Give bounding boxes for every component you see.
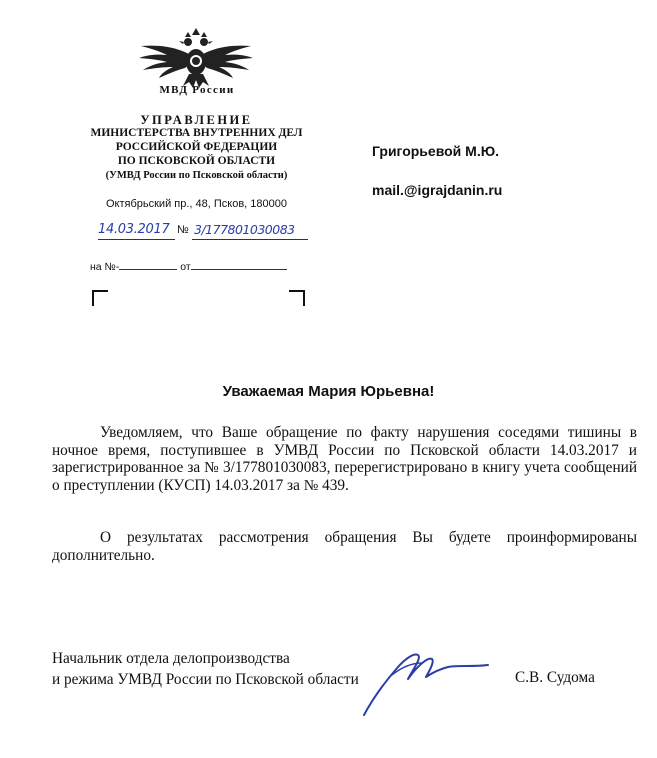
registration-line	[98, 222, 313, 244]
address-corner-right	[289, 290, 305, 306]
registration-date-underline	[98, 239, 175, 240]
registration-date: 14.03.2017	[98, 222, 170, 237]
reference-from-label: от	[180, 261, 191, 273]
address-corner-left	[92, 290, 108, 306]
recipient-name: Григорьевой М.Ю.	[372, 143, 500, 159]
signer-name: С.В. Судома	[515, 669, 595, 686]
reference-prefix: на №-	[90, 261, 120, 273]
reference-number-blank	[119, 259, 177, 270]
reference-date-blank	[191, 259, 287, 270]
handwritten-signature-icon	[362, 645, 490, 717]
dept-address: Октябрьский пр., 48, Псков, 180000	[105, 198, 287, 210]
signer-position-line-2: и режима УМВД России по Псковской области	[52, 671, 359, 688]
registration-number: 3/177801030083	[194, 222, 295, 237]
registration-number-underline	[192, 239, 308, 240]
letter-paragraph-1: Уведомляем, что Ваше обращение по факту нарушения соседями тишины в ночное время, поступившее в УМВД России по Псковской области 14.03.2017 и зарегистрированное за № 3/177801030083, перерегистрировано в книгу учета сообщений о преступлении (КУСП) 14.03.2017 за № 439.	[52, 424, 637, 494]
letter-paragraph-2: О результатах рассмотрения обращения Вы будете проинформированы дополнительно.	[52, 529, 637, 564]
dept-line-1: УПРАВЛЕНИЕ	[140, 113, 253, 127]
reference-line	[90, 259, 287, 273]
dept-line-4: ПО ПСКОВСКОЙ ОБЛАСТИ	[117, 155, 276, 167]
registration-number-label: №	[177, 224, 189, 236]
double-headed-eagle-emblem-icon	[133, 28, 259, 90]
recipient-email: mail.@igrajdanin.ru	[372, 182, 503, 198]
letter-greeting: Уважаемая Мария Юрьевна!	[222, 383, 435, 400]
dept-line-5: (УМВД России по Псковской области)	[105, 170, 288, 181]
signer-position-line-1: Начальник отдела делопроизводства	[52, 650, 290, 667]
dept-line-2: МИНИСТЕРСТВА ВНУТРЕННИХ ДЕЛ	[90, 127, 303, 139]
org-short-name: МВД России	[159, 84, 235, 96]
dept-line-3: РОССИЙСКОЙ ФЕДЕРАЦИИ	[115, 141, 278, 153]
